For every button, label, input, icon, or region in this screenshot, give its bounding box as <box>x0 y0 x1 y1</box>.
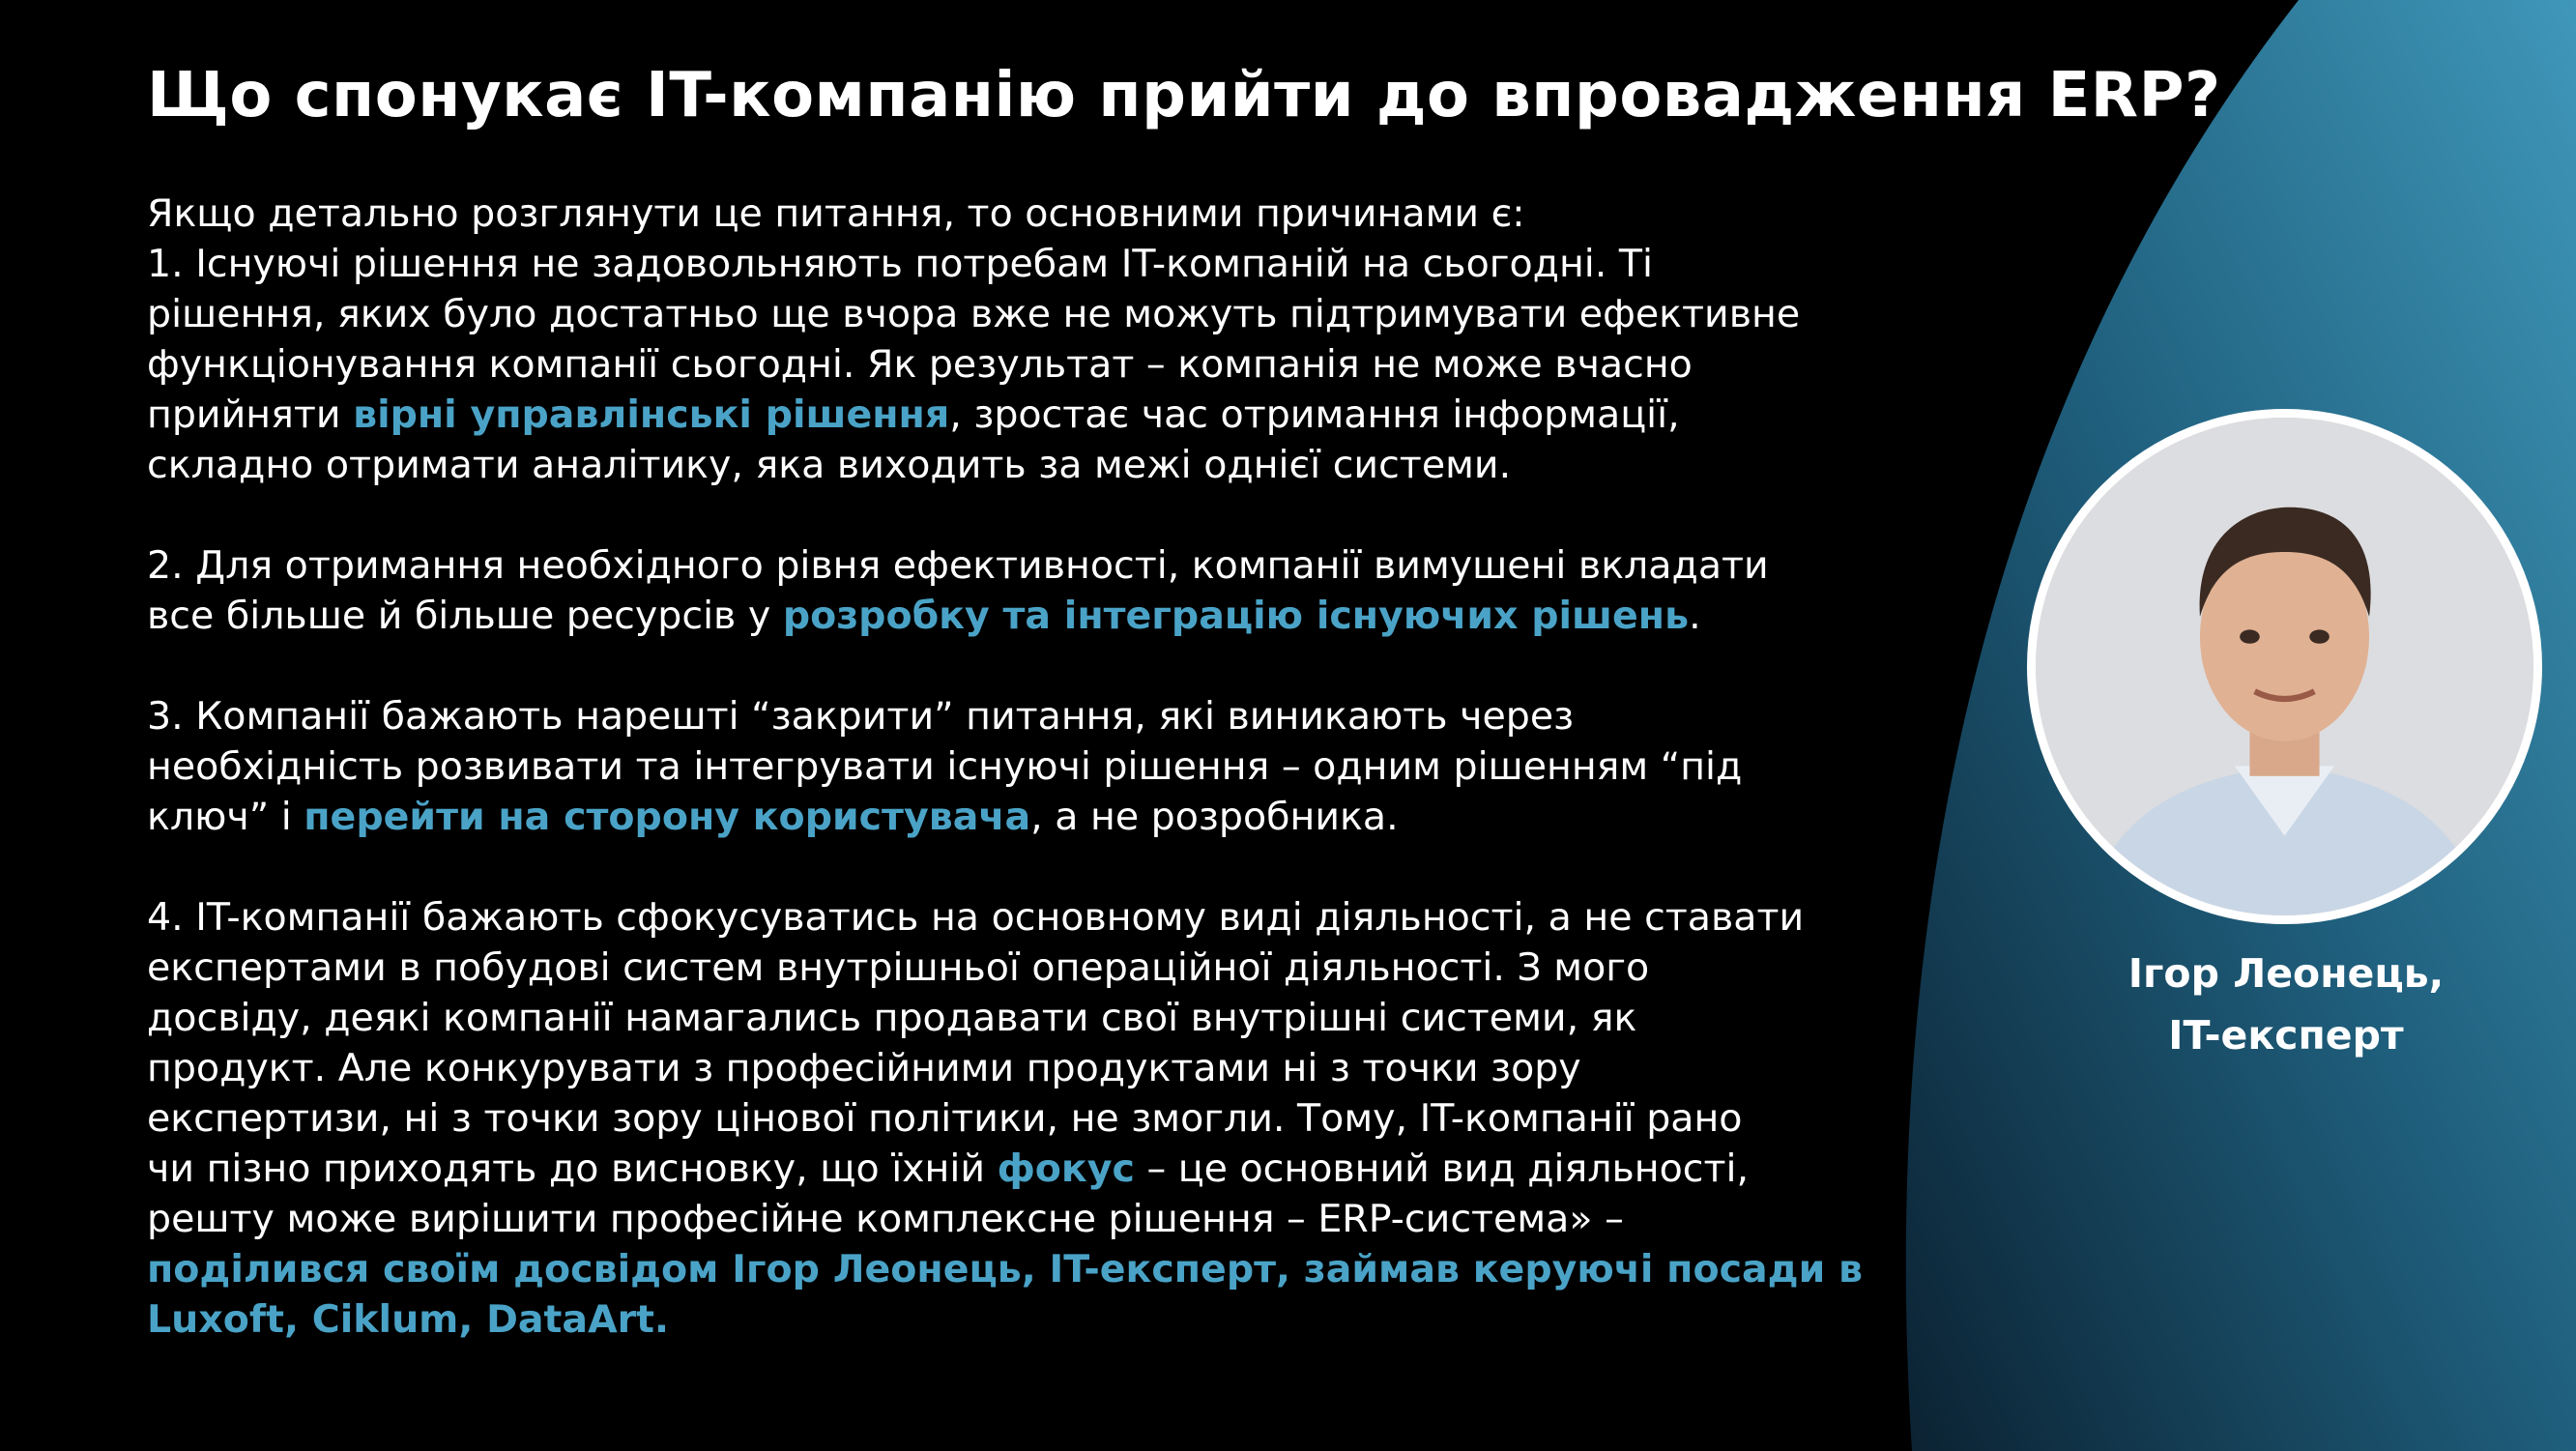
body-text-span: , зростає час отримання інформації, <box>949 392 1680 437</box>
body-text-span: експертами в побудові систем внутрішньої операційної діяльності. З мого <box>147 945 1650 990</box>
body-line <box>147 1093 1945 1144</box>
paragraph-gap <box>147 490 1945 540</box>
body-text-span: 2. Для отримання необхідного рівня ефективності, компанії вимушені вкладати <box>147 543 1769 588</box>
body-line <box>147 390 1945 440</box>
article-body <box>147 189 1945 1345</box>
paragraph-gap <box>147 842 1945 892</box>
page-title: Що спонукає IT-компанію прийти до впровадження ERP? <box>147 60 2221 131</box>
expert-portrait <box>2027 409 2542 924</box>
body-text-span: досвіду, деякі компанії намагались продавати свої внутрішні системи, як <box>147 996 1637 1040</box>
body-line <box>147 440 1945 490</box>
highlight-text: поділився своїм досвідом Ігор Леонець, IT-експерт, займав керуючі посади в <box>147 1247 1863 1291</box>
body-line <box>147 189 1945 239</box>
body-line <box>147 943 1945 993</box>
expert-name: Ігор Леонець, <box>2127 950 2445 997</box>
body-text-span: експертизи, ні з точки зору цінової політики, не змогли. Тому, IT-компанії рано <box>147 1096 1743 1141</box>
expert-caption <box>2040 943 2533 1066</box>
body-line <box>147 691 1945 741</box>
body-text-span: все більше й більше ресурсів у <box>147 594 783 638</box>
body-text-span: 3. Компанії бажають нарешті “закрити” питання, які виникають через <box>147 694 1575 739</box>
highlight-text: перейти на сторону користувача <box>304 795 1031 839</box>
body-line <box>147 1194 1945 1244</box>
body-text-span: продукт. Але конкурувати з професійними продуктами ні з точки зору <box>147 1046 1581 1090</box>
body-line <box>147 339 1945 390</box>
highlight-text: Luxoft, Ciklum, DataArt. <box>147 1297 670 1342</box>
body-text-span: Якщо детально розглянути це питання, то основними причинами є: <box>147 191 1525 236</box>
body-text-span: чи пізно приходять до висновку, що їхній <box>147 1146 998 1191</box>
body-line <box>147 1294 1945 1345</box>
body-text-span: прийняти <box>147 392 354 437</box>
highlight-text: розробку та інтеграцію існуючих рішень <box>782 594 1690 638</box>
body-text-span: необхідність розвивати та інтегрувати існуючі рішення – одним рішенням “під <box>147 744 1743 789</box>
body-text-span: 4. IT-компанії бажають сфокусуватись на основному виді діяльності, а не ставати <box>147 895 1805 940</box>
body-line <box>147 239 1945 289</box>
portrait-photo-icon <box>2036 418 2533 915</box>
body-line <box>147 1043 1945 1093</box>
body-text-span: , а не розробника. <box>1030 795 1399 839</box>
expert-role: IT-експерт <box>2168 1012 2404 1059</box>
highlight-text: фокус <box>997 1146 1135 1191</box>
body-text-span: 1. Існуючі рішення не задовольняють потребам IT-компаній на сьогодні. Ті <box>147 242 1653 286</box>
body-text-span: решту може вирішити професійне комплексне рішення – ERP-система» – <box>147 1197 1624 1241</box>
highlight-text: вірні управлінські рішення <box>353 392 950 437</box>
body-line <box>147 892 1945 943</box>
body-line <box>147 591 1945 641</box>
body-text-span: функціонування компанії сьогодні. Як результат – компанія не може вчасно <box>147 342 1693 387</box>
body-text-span: . <box>1689 594 1701 638</box>
body-line <box>147 993 1945 1043</box>
body-line <box>147 741 1945 792</box>
body-text-span: рішення, яких було достатньо ще вчора вже не можуть підтримувати ефективне <box>147 292 1801 336</box>
body-text-span: – це основний вид діяльності, <box>1134 1146 1750 1191</box>
body-line <box>147 1244 1945 1294</box>
body-text-span: складно отримати аналітику, яка виходить за межі однієї системи. <box>147 443 1512 487</box>
body-line <box>147 1144 1945 1194</box>
paragraph-gap <box>147 641 1945 691</box>
body-text-span: ключ” і <box>147 795 304 839</box>
body-line <box>147 540 1945 591</box>
body-line <box>147 289 1945 339</box>
body-line <box>147 792 1945 842</box>
